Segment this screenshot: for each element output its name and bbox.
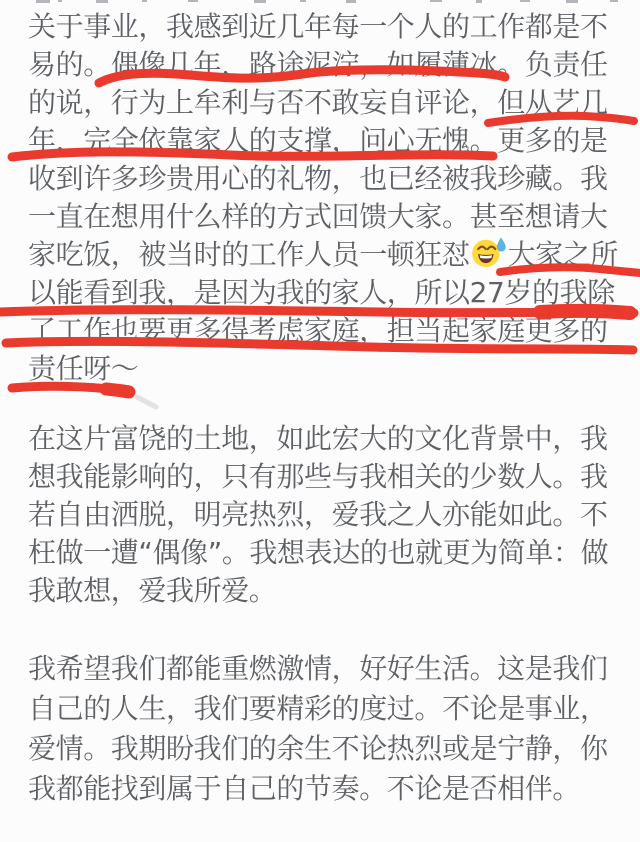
cropped-line-remnant [36,0,618,3]
text-line: 我敢想，爱我所爱。 [28,574,277,607]
text-line: 我都能找到属于自己的节奏。不论是否相伴。 [28,772,581,805]
text-line: 自己的人生，我们要精彩的度过。不论是事业， [28,692,608,725]
text-line: 收到许多珍贵用心的礼物，也已经被我珍藏。我 [28,162,608,195]
text-line: 责任呀～ [28,352,139,385]
sweat-smile-emoji [471,236,507,269]
text-line: 想我能影响的，只有那些与我相关的少数人。我 [28,460,608,493]
text-line: 关于事业，我感到近几年每一个人的工作都是不 [28,10,608,43]
paragraph-career [28,8,628,388]
text-line: 若自由洒脱，明亮热烈，爱我之人亦能如此。不 [28,498,608,531]
text-segment: 大家之所 [507,238,619,271]
text-line: 的说，行为上牟利与否不敢妄自评论，但从艺几 [28,86,608,119]
text-segment: 家吃饭，被当时的工作人员一顿狂怼 [28,238,470,271]
text-line: 爱情。我期盼我们的余生不论热烈或是宁静，你 [28,732,608,765]
paragraph-influence [28,420,628,610]
text-line: 了工作也要更多得考虑家庭，担当起家庭更多的 [28,314,608,347]
text-line: 年，完全依靠家人的支撑，问心无愧。更多的是 [28,124,608,157]
text-line: 一直在想用什么样的方式回馈大家。甚至想请大 [28,200,608,233]
text-line: 我希望我们都能重燃激情，好好生活。这是我们 [28,652,608,685]
text-line: 以能看到我，是因为我的家人，所以27岁的我除 [28,276,615,309]
text-line: 易的。偶像几年，路途泥泞，如履薄冰。负责任 [28,48,608,81]
paragraph-wish [28,649,628,809]
grinning-face-with-sweat-icon [471,236,507,269]
text-line: 在这片富饶的土地，如此宏大的文化背景中，我 [28,422,608,455]
post-text [28,8,628,809]
text-line: 枉做一遭“偶像”。我想表达的也就更为简单：做 [28,536,609,569]
text-line-with-emoji [28,236,628,274]
